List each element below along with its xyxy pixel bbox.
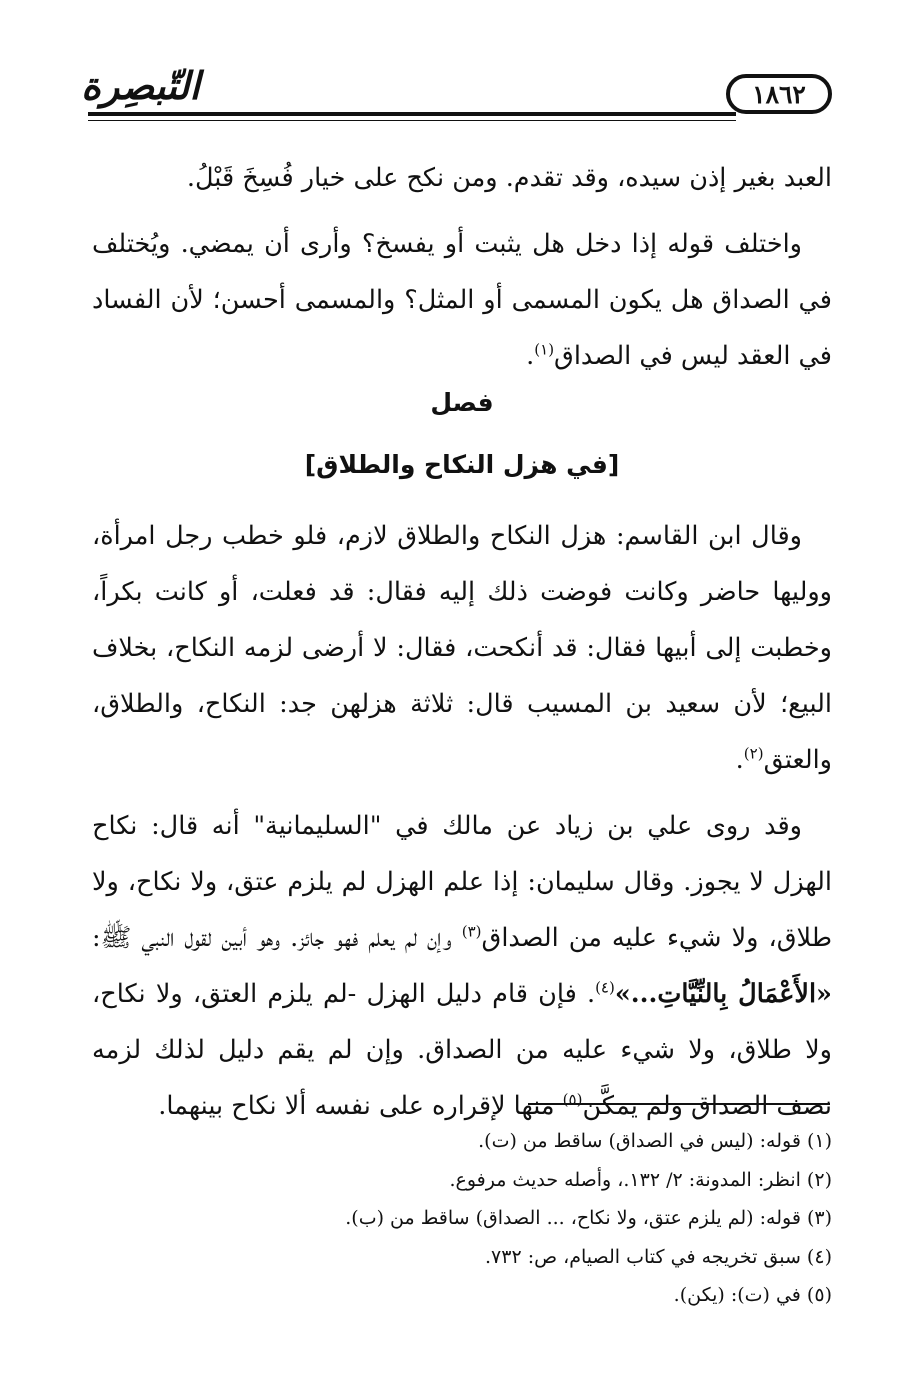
paragraph-continuation-text: العبد بغير إذن سيده، وقد تقدم. ومن نكح على خيار فُسِخَ قَبْلُ. bbox=[186, 163, 832, 193]
paragraph-2: وقال ابن القاسم: هزل النكاح والطلاق لازم، فلو خطب رجل امرأة، ووليها حاضر وكانت فوضت ذلك إليه فقال: قد فعلت، أو كانت بكراً، وخطبت إلى أبيها فقال: قد أنكحت، فقال: لا أرضى لزمه النكاح، بخلاف البيع؛ لأن سعيد بن المسيب قال: ثلاثة هزلهن جد: النكاح، والطلاق، والعتق$^{(٢)}$. bbox=[92, 521, 832, 775]
page-number: ١٨٦٢ bbox=[726, 74, 832, 114]
footnote-ref-1[interactable]: (١) bbox=[534, 340, 555, 359]
paragraph-3-part3: . فإن قام دليل الهزل -لم يلزم العتق، ولا نكاح، ولا طلاق، ولا شيء عليه من الصداق. وإن لم يقم دليل لذلك لزمه نصف الصداق ولم يمكَّن bbox=[92, 979, 832, 1121]
paragraph-1-text: واختلف قوله إذا دخل هل يثبت أو يفسخ؟ وأرى أن يمضي. ويُختلف في الصداق هل يكون المسمى أو المثل؟ والمسمى أحسن؛ لأن الفساد في العقد ليس في الصداق bbox=[92, 229, 832, 371]
footnote-5: (٥) في (ت): (يكن). bbox=[673, 1284, 832, 1306]
body-top bbox=[92, 150, 832, 394]
header-rule bbox=[88, 112, 736, 116]
footnote-ref-3[interactable]: (٣) bbox=[461, 922, 482, 941]
paragraph-1: واختلف قوله إذا دخل هل يثبت أو يفسخ؟ وأرى أن يمضي. ويُختلف في الصداق هل يكون المسمى أو المثل؟ والمسمى أحسن؛ لأن الفساد في العقد ليس في الصداق$^{(١)}$. bbox=[92, 229, 832, 371]
footnote-2: (٢) انظر: المدونة: ٢/ ١٣٢.، وأصله حديث مرفوع. bbox=[449, 1168, 832, 1191]
footnote-4: (٤) سبق تخريجه في كتاب الصيام، ص: ٧٣٢. bbox=[485, 1245, 832, 1268]
footnotes bbox=[300, 1122, 832, 1315]
paragraph-2-text: وقال ابن القاسم: هزل النكاح والطلاق لازم، فلو خطب رجل امرأة، ووليها حاضر وكانت فوضت ذلك إليه فقال: قد فعلت، أو كانت بكراً، وخطبت إلى أبيها فقال: قد أنكحت، فقال: لا أرضى لزمه النكاح، بخلاف البيع؛ لأن سعيد بن المسيب قال: ثلاثة هزلهن جد: النكاح، والطلاق، والعتق bbox=[92, 521, 832, 775]
paragraph-continuation bbox=[92, 150, 832, 206]
hadith-quote: «الأَعْمَالُ بِالنِّيَّاتِ...» bbox=[614, 979, 832, 1009]
page-header bbox=[81, 60, 832, 128]
footnote-1: (١) قوله: (ليس في الصداق) ساقط من (ت). bbox=[478, 1130, 832, 1152]
body-main bbox=[92, 508, 832, 1144]
section-heading: فصل bbox=[430, 388, 494, 417]
paragraph-3-part4: منها لإقراره على نفسه ألا نكاح بينهما. bbox=[158, 1091, 563, 1121]
footnote-divider bbox=[528, 1103, 830, 1105]
header-rule-thin bbox=[88, 120, 736, 121]
footnote-ref-5[interactable]: (٥) bbox=[562, 1090, 583, 1109]
footnote-3: (٣) قوله: (لم يلزم عتق، ولا نكاح، ... الصداق) ساقط من (ب). bbox=[345, 1207, 832, 1229]
section-subheading: [في هزل النكاح والطلاق] bbox=[304, 450, 620, 479]
book-title: التّبصِرة bbox=[81, 63, 200, 108]
paragraph-3-part1: وقد روى علي بن زياد عن مالك في "السليمانية" أنه قال: نكاح الهزل لا يجوز. وقال سليمان: إذا علم الهزل لم يلزم عتق، ولا نكاح، ولا طلاق، ولا شيء عليه من الصداق bbox=[92, 811, 832, 953]
paragraph-3 bbox=[92, 798, 832, 1134]
footnote-ref-2[interactable]: (٢) bbox=[743, 744, 764, 763]
footnote-ref-4[interactable]: (٤) bbox=[595, 978, 615, 997]
paragraph-3-part2: وإن لم يعلم فهو جائز. وهو أبين لقول النبي ﷺ: bbox=[92, 923, 462, 953]
